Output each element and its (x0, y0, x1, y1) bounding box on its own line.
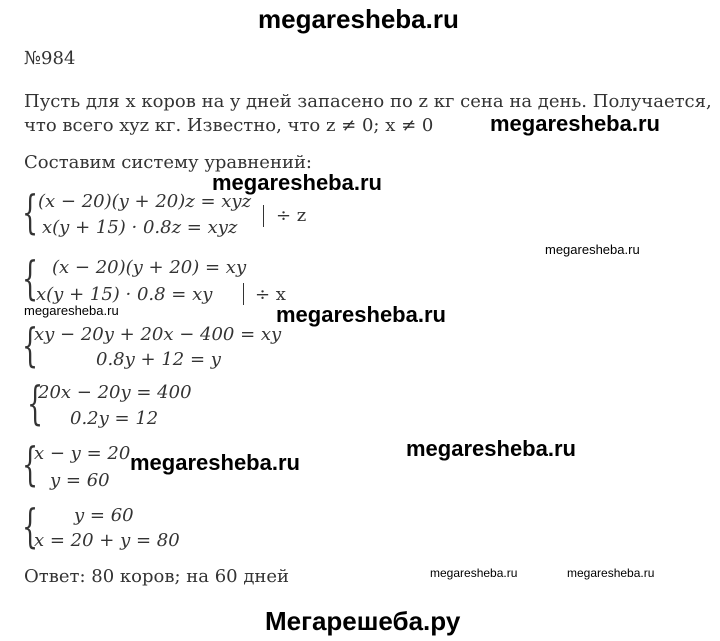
equation: 0.2y = 12 (70, 408, 159, 429)
watermark: megaresheba.ru (490, 111, 660, 136)
watermark: megaresheba.ru (130, 450, 300, 475)
brace: { (22, 251, 39, 305)
equation: (x − 20)(y + 20)z = xyz (38, 191, 252, 212)
equation: x = 20 + y = 80 (34, 530, 180, 551)
brace: { (22, 318, 39, 372)
watermark: megaresheba.ru (276, 302, 446, 327)
watermark-bottom: Мегарешеба.ру (265, 606, 461, 636)
watermark: megaresheba.ru (545, 242, 640, 257)
equation: y = 60 (50, 470, 110, 491)
watermark: megaresheba.ru (212, 170, 382, 195)
equation: 20x − 20y = 400 (38, 382, 192, 403)
answer: Ответ: 80 коров; на 60 дней (24, 566, 290, 587)
watermark: megaresheba.ru (567, 566, 655, 580)
divider-bar (243, 283, 244, 305)
watermark: megaresheba.ru (430, 566, 518, 580)
watermark: megaresheba.ru (406, 436, 576, 461)
system-heading: Составим систему уравнений: (24, 152, 312, 173)
intro-line-2: что всего xyz кг. Известно, что z ≠ 0; x ≠ 0 (24, 115, 434, 136)
equation: (x − 20)(y + 20) = xy (52, 257, 247, 278)
brace: { (22, 437, 39, 491)
equation: x − y = 20 (34, 443, 131, 464)
watermark: megaresheba.ru (24, 303, 119, 318)
equation: x(y + 15) · 0.8 = xy (36, 284, 213, 305)
brace: { (27, 376, 44, 430)
equation: xy − 20y + 20x − 400 = xy (34, 324, 282, 345)
brace: { (22, 185, 39, 239)
equation: x(y + 15) · 0.8z = xyz (42, 217, 238, 238)
equation: 0.8y + 12 = y (96, 349, 221, 370)
brace: { (22, 499, 39, 553)
problem-number: №984 (24, 48, 76, 69)
watermark-top: megaresheba.ru (258, 4, 459, 34)
operation: ÷ z (276, 205, 307, 226)
divider-bar (263, 205, 264, 227)
operation: ÷ x (255, 284, 286, 305)
intro-line-1: Пусть для x коров на y дней запасено по z кг сена на день. Получается, (24, 91, 712, 112)
equation: y = 60 (74, 505, 134, 526)
